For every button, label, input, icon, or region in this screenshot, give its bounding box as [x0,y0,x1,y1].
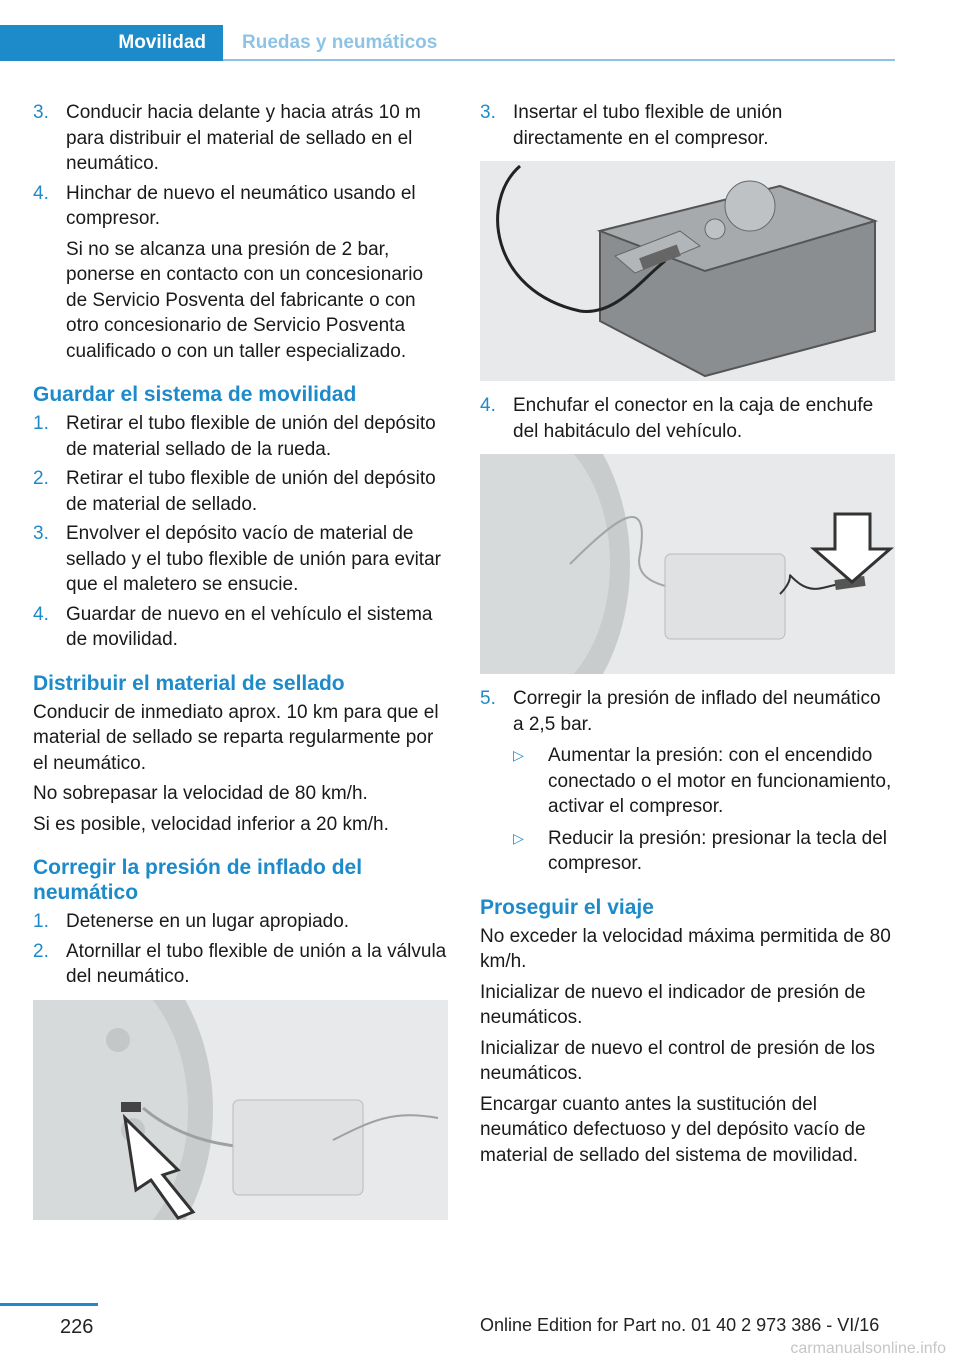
heading-proseguir: Proseguir el viaje [480,895,654,919]
button-icon [705,219,725,239]
list-item [480,393,895,444]
step-text: Envolver el depósito vacío de material de sellado y el tubo flexible de unión para evitar que el maletero se ensucie. [66,523,441,595]
step-number: 3. [480,102,496,123]
step-text: Corregir la presión de inflado del neumático a 2,5 bar. [513,688,881,735]
steps-list-a [33,100,448,364]
step-number: 1. [33,413,49,434]
step-text: Guardar de nuevo en el vehículo el sistema de movilidad. [66,603,433,650]
bullet-text: Aumentar la presión: con el encendido conectado o el motor en funcionamiento, activar el compresor. [548,745,892,817]
compressor-box [233,1100,363,1195]
figure-valve-connection [33,1000,448,1220]
step-number: 4. [480,395,496,416]
watermark: carmanualsonline.info [790,1340,946,1357]
bullet-item [513,743,895,820]
tab-underline [223,59,895,61]
paragraph: No sobrepasar la velocidad de 80 km/h. [33,783,368,804]
step-text: Retirar el tubo flexible de unión del depósito de material de sellado. [66,468,436,515]
list-item [480,686,895,877]
paragraph: Si es posible, velocidad inferior a 20 km/h. [33,813,389,835]
steps-list-right-a [480,100,895,151]
left-column [33,100,448,1220]
step-text: Hinchar de nuevo el neumático usando el compresor. [66,182,416,229]
list-item [33,411,448,462]
triangle-bullet-icon: ▷ [513,829,524,846]
paragraph: Inicializar de nuevo el indicador de presión de neumáticos. [480,981,866,1028]
step-text: Insertar el tubo flexible de unión directamente en el compresor. [513,102,783,149]
heading-guardar: Guardar el sistema de movilidad [33,383,357,406]
edition-label: Online Edition for Part no. 01 40 2 973 386 - VI/16 [480,1315,880,1335]
step-number: 4. [33,182,49,204]
paragraph: No exceder la velocidad máxima permitida de 80 km/h. [480,925,891,972]
step-number: 4. [33,603,49,625]
valve-illustration [33,1000,448,1220]
sub-bullet-list [513,743,895,877]
list-item [33,521,448,598]
gauge-icon [725,181,775,231]
list-item [33,181,448,365]
step-number: 3. [33,102,49,123]
list-item [33,100,448,177]
list-item [33,939,448,990]
steps-list-b [33,411,448,653]
step-note: Si no se alcanza una presión de 2 bar, ponerse en contacto con un concesionario de Servicio Posventa del fabricante o con otro concesionario de Servicio Posventa cualificado o con un taller especializado. [66,238,424,362]
paragraph: Conducir de inmediato aprox. 10 km para que el material de sellado se reparta regularmente por el neumático. [33,701,439,774]
tab-ruedas-neumaticos[interactable]: Ruedas y neumáticos [242,32,438,53]
tab-movilidad[interactable]: Movilidad [0,25,223,61]
bullet-text: Reducir la presión: presionar la tecla del compresor. [548,827,888,874]
steps-list-right-c [480,686,895,877]
step-number: 1. [33,911,49,932]
compressor-illustration [480,161,895,381]
steps-list-right-b [480,393,895,444]
list-item [33,466,448,517]
paragraph: Encargar cuanto antes la sustitución del neumático defectuoso y del depósito vacío de material de sellado del sistema de movilidad. [480,1093,866,1166]
heading-corregir: Corregir la presión de inflado del neumático [33,856,363,904]
compressor-box [665,554,785,639]
figure-compressor [480,161,895,381]
triangle-bullet-icon: ▷ [513,747,524,763]
paragraph: Inicializar de nuevo el control de presión de los neumáticos. [480,1037,876,1084]
step-text: Atornillar el tubo flexible de unión a la válvula del neumático. [66,940,447,987]
heading-distribuir: Distribuir el material de sellado [33,671,345,695]
power-cable [780,575,840,594]
step-text: Conducir hacia delante y hacia atrás 10 m para distribuir el material de sellado en el neumático. [66,102,421,174]
right-column [480,100,895,1173]
valve-stem [121,1102,141,1112]
bullet-item [513,826,895,877]
step-number: 2. [33,468,49,489]
socket-illustration [480,454,895,674]
step-number: 2. [33,940,49,962]
figure-power-socket [480,454,895,674]
step-number: 3. [33,523,49,544]
chapter-tabs [0,25,895,63]
rim-shape [480,454,610,674]
wheel-bolt [106,1028,130,1052]
list-item [33,909,448,935]
step-text: Retirar el tubo flexible de unión del depósito de material sellado de la rueda. [66,413,436,460]
footer-rule [0,1303,98,1306]
step-text: Detenerse en un lugar apropiado. [66,911,350,932]
list-item [33,602,448,653]
step-text: Enchufar el conector en la caja de enchufe del habitáculo del vehículo. [513,395,874,442]
arrow-icon [814,514,890,582]
list-item [480,100,895,151]
steps-list-c [33,909,448,990]
step-number: 5. [480,688,496,709]
page-number: 226 [60,1316,94,1338]
